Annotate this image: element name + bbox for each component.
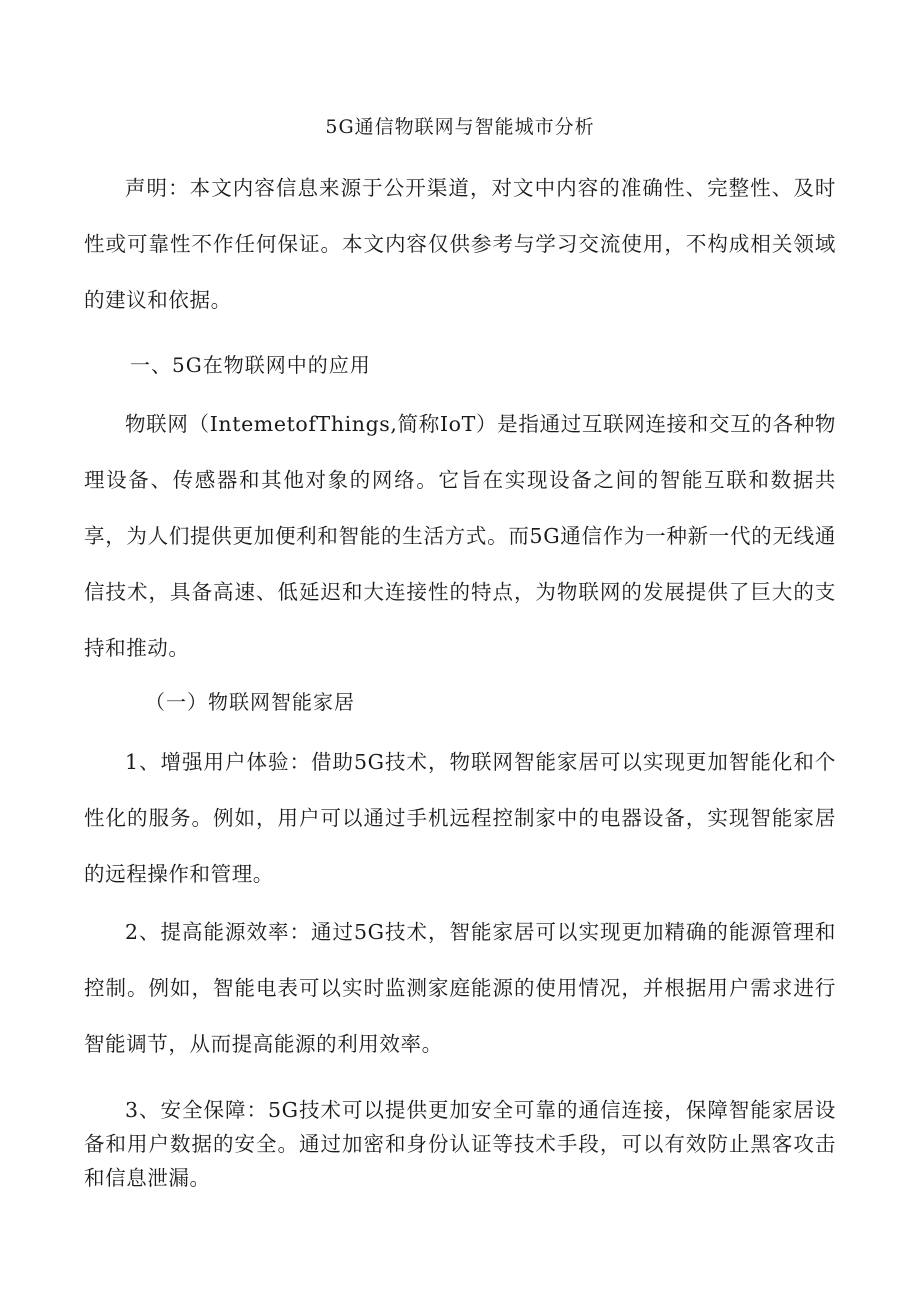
intro-paragraph: 物联网（IntemetofThings,简称IoT）是指通过互联网连接和交互的各种物理设备、传感器和其他对象的网络。它旨在实现设备之间的智能互联和数据共享，为人们提供更加便利和智能的生活方式。而5G通信作为一种新一代的无线通信技术，具备高速、低延迟和大连接性的特点，为物联网的发展提供了巨大的支持和推动。 [84,412,836,660]
disclaimer-paragraph: 声明：本文内容信息来源于公开渠道，对文中内容的准确性、完整性、及时性或可靠性不作任何保证。本文内容仅供参考与学习交流使用，不构成相关领域的建议和依据。 [84,176,836,312]
section-heading: 一、5G在物联网中的应用 [130,353,371,377]
list-item: 3、安全保障：5G技术可以提供更加安全可靠的通信连接，保障智能家居设备和用户数据的安全。通过加密和身份认证等技术手段，可以有效防止黑客攻击和信息泄漏。 [84,1098,836,1190]
list-item: 2、提高能源效率：通过5G技术，智能家居可以实现更加精确的能源管理和控制。例如，智能电表可以实时监测家庭能源的使用情况，并根据用户需求进行智能调节，从而提高能源的利用效率。 [84,920,836,1056]
list-item: 1、增强用户体验：借助5G技术，物联网智能家居可以实现更加智能化和个性化的服务。例如，用户可以通过手机远程控制家中的电器设备，实现智能家居的远程操作和管理。 [84,750,836,886]
document-title: 5G通信物联网与智能城市分析 [325,116,595,138]
subsection-heading: （一）物联网智能家居 [145,690,355,714]
